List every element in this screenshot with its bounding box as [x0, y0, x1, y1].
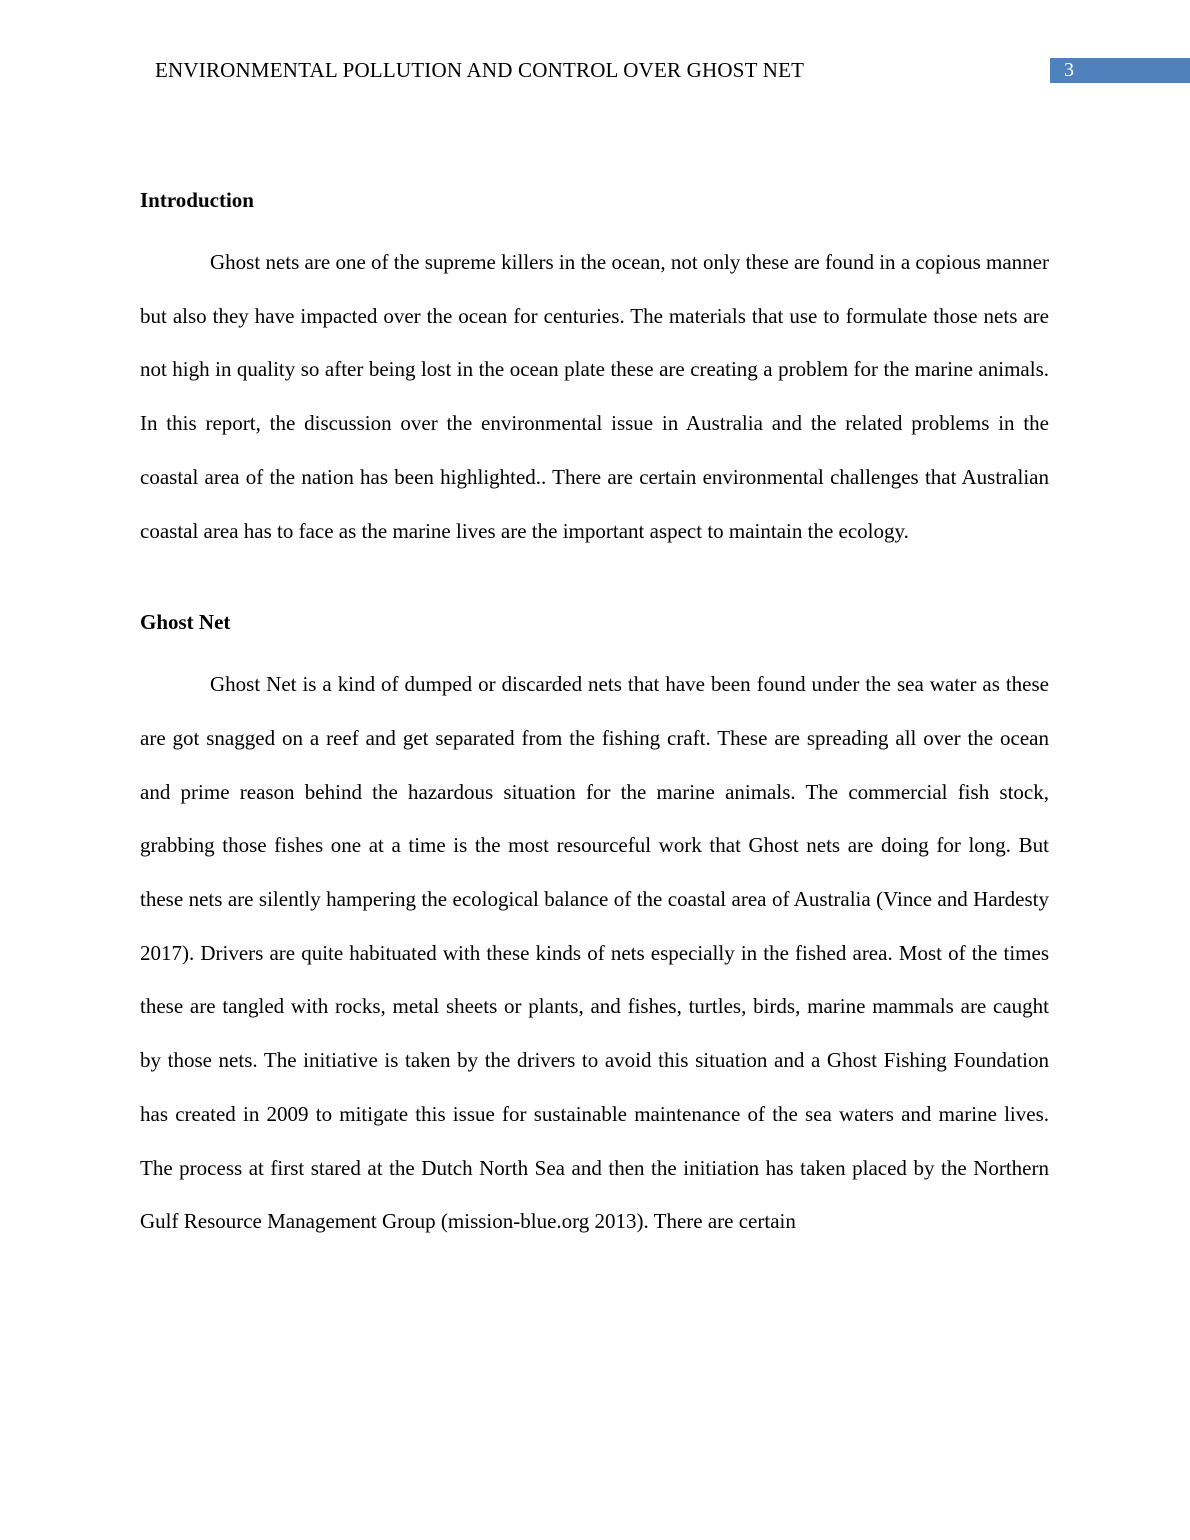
section-heading-introduction: Introduction [140, 188, 254, 212]
introduction-paragraph: Ghost nets are one of the supreme killers in the ocean, not only these are found in a copious manner but also they have impacted over the ocean for centuries. The materials that use to formulate those nets are not high in quality so after being lost in the ocean plate these are creating a problem for the marine animals. In this report, the discussion over the environmental issue in Australia and the related problems in the coastal area of the nation has been highlighted.. There are certain environmental challenges that Australian coastal area has to face as the marine lives are the important aspect to maintain the ecology. [140, 250, 1049, 543]
page-number: 3 [1050, 58, 1190, 83]
running-head: ENVIRONMENTAL POLLUTION AND CONTROL OVER GHOST NET [155, 58, 805, 82]
section-spacer [140, 558, 1049, 604]
document-body [140, 182, 1049, 1249]
ghost-net-paragraph: Ghost Net is a kind of dumped or discarded nets that have been found under the sea water as these are got snagged on a reef and get separated from the fishing craft. These are spreading all over the ocean and prime reason behind the hazardous situation for the marine animals. The commercial fish stock, grabbing those fishes one at a time is the most resourceful work that Ghost nets are doing for long. But these nets are silently hampering the ecological balance of the coastal area of Australia (Vince and Hardesty 2017). Drivers are quite habituated with these kinds of nets especially in the fished area. Most of the times these are tangled with rocks, metal sheets or plants, and fishes, turtles, birds, marine mammals are caught by those nets. The initiative is taken by the drivers to avoid this situation and a Ghost Fishing Foundation has created in 2009 to mitigate this issue for sustainable maintenance of the sea waters and marine lives. The process at first stared at the Dutch North Sea and then the initiation has taken placed by the Northern Gulf Resource Management Group (mission-blue.org 2013). There are certain [140, 672, 1049, 1234]
section-heading-ghost-net: Ghost Net [140, 610, 231, 635]
page-header [0, 56, 1190, 84]
